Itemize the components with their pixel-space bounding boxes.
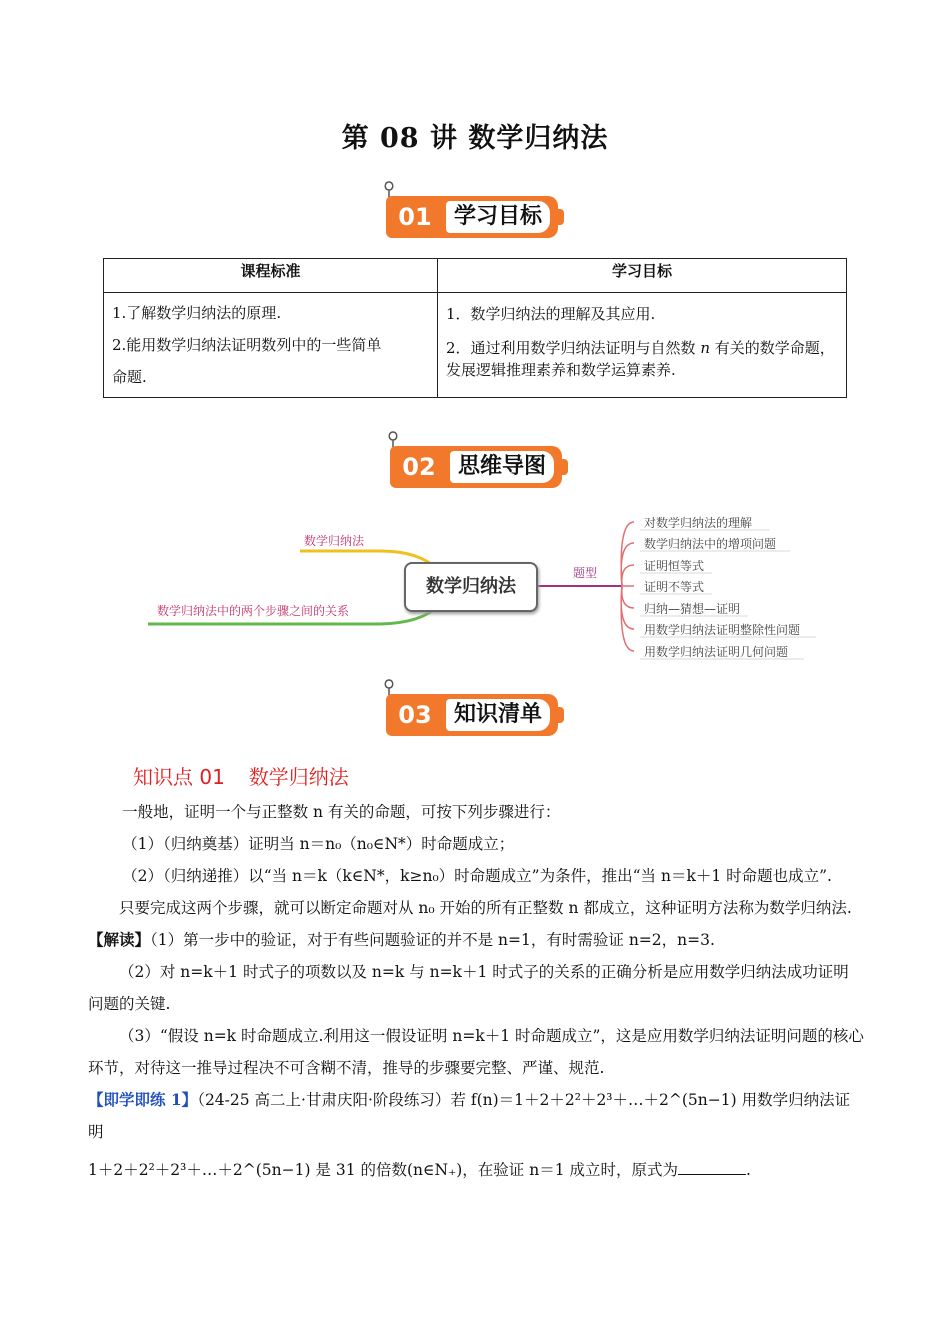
standard-line: 1.了解数学归纳法的原理. xyxy=(112,304,282,322)
section-number: 03 xyxy=(386,694,444,736)
table-header: 学习目标 xyxy=(438,259,847,293)
table-header: 课程标准 xyxy=(104,259,438,293)
knowledge-body xyxy=(88,796,864,1186)
mindmap-left-node: 数学归纳法中的两个步骤之间的关系 xyxy=(157,604,350,618)
knowledge-point-heading xyxy=(133,761,373,790)
mindmap-right-node: 证明不等式 xyxy=(644,580,705,594)
section-badge-knowledge xyxy=(386,694,566,736)
exercise-label: 【即学即练 1】 xyxy=(88,1090,198,1109)
standard-line: 命题. xyxy=(112,368,147,386)
section-number: 02 xyxy=(390,446,448,488)
paragraph: （3）“假设 n=k 时命题成立.利用这一假设证明 n=k＋1 时命题成立”，这是应用数学归纳法证明问题的核心环节，对待这一推导过程决不可含糊不清，推导的步骤要完整、严谨、规范. xyxy=(88,1027,864,1077)
section-badge-goals xyxy=(386,196,566,238)
goals-table xyxy=(103,258,847,398)
paragraph: 一般地，证明一个与正整数 n 有关的命题，可按下列步骤进行： xyxy=(122,803,561,821)
page-title: 第 08 讲 数学归纳法 xyxy=(341,123,609,154)
mindmap-right-node: 数学归纳法中的增项问题 xyxy=(644,537,777,551)
goal-line: 2．通过利用数学归纳法证明与自然数 n 有关的数学命题，发展逻辑推理素养和数学运算素养. xyxy=(446,339,835,379)
standard-line: 2.能用数学归纳法证明数列中的一些简单 xyxy=(112,336,382,354)
section-label: 学习目标 xyxy=(446,201,550,233)
mindmap-right-node: 用数学归纳法证明整除性问题 xyxy=(644,623,801,637)
exercise-text: 1＋2＋2²＋2³＋…＋2^(5n−1) 是 31 的倍数(n∈N₊)，在验证 n＝1 成立时，原式为 xyxy=(88,1161,679,1179)
mindmap-right-node: 归纳—猜想—证明 xyxy=(644,602,741,616)
section-badge-mindmap xyxy=(390,446,570,488)
course-standard-cell xyxy=(104,293,438,398)
exercise-text: 若 f(n)＝1＋2＋2²＋2³＋…＋2^(5n−1) 用数学归纳法证明 xyxy=(88,1091,851,1141)
mindmap-right-node: 证明恒等式 xyxy=(644,559,705,573)
mindmap-left-node: 数学归纳法 xyxy=(304,534,365,548)
mindmap-center-node: 数学归纳法 xyxy=(404,562,538,612)
exercise-source: （24-25 高二上·甘肃庆阳·阶段练习） xyxy=(197,1091,451,1109)
paragraph: 只要完成这两个步骤，就可以断定命题对从 n₀ 开始的所有正整数 n 都成立，这种证明方法称为数学归纳法.【解读】（1）第一步中的验证，对于有些问题验证的并不是 n=1，有时需验证 n=2，n=3. xyxy=(88,899,852,949)
mindmap-right-node: 用数学归纳法证明几何问题 xyxy=(644,645,789,659)
section-number: 01 xyxy=(386,196,444,238)
exercise-paragraph xyxy=(88,1084,864,1148)
goal-line: 1．数学归纳法的理解及其应用. xyxy=(446,305,656,323)
section-label: 思维导图 xyxy=(450,451,554,483)
section-label: 知识清单 xyxy=(446,699,550,731)
answer-blank[interactable] xyxy=(678,1158,746,1175)
mindmap-branch-label: 题型 xyxy=(573,566,598,580)
mindmap-right-node: 对数学归纳法的理解 xyxy=(644,516,753,530)
knowledge-point-title: 数学归纳法 xyxy=(248,765,349,789)
knowledge-point-label: 知识点 01 xyxy=(133,765,225,789)
exercise-paragraph: 1＋2＋2²＋2³＋…＋2^(5n−1) 是 31 的倍数(n∈N₊)，在验证 n＝1 成立时，原式为 . xyxy=(88,1154,864,1186)
jiedu-label: 【解读】 xyxy=(88,930,151,949)
paragraph: （1）（归纳奠基）证明当 n＝n₀（n₀∈N*）时命题成立； xyxy=(122,835,515,853)
learning-goal-cell xyxy=(438,293,847,398)
paragraph: （2）（归纳递推）以“当 n＝k（k∈N*，k≥n₀）时命题成立”为条件，推出“当 n＝k＋1 时命题也成立”. xyxy=(122,867,832,885)
paragraph: （2）对 n=k＋1 时式子的项数以及 n=k 与 n=k＋1 时式子的关系的正确分析是应用数学归纳法成功证明问题的关键. xyxy=(88,963,849,1013)
